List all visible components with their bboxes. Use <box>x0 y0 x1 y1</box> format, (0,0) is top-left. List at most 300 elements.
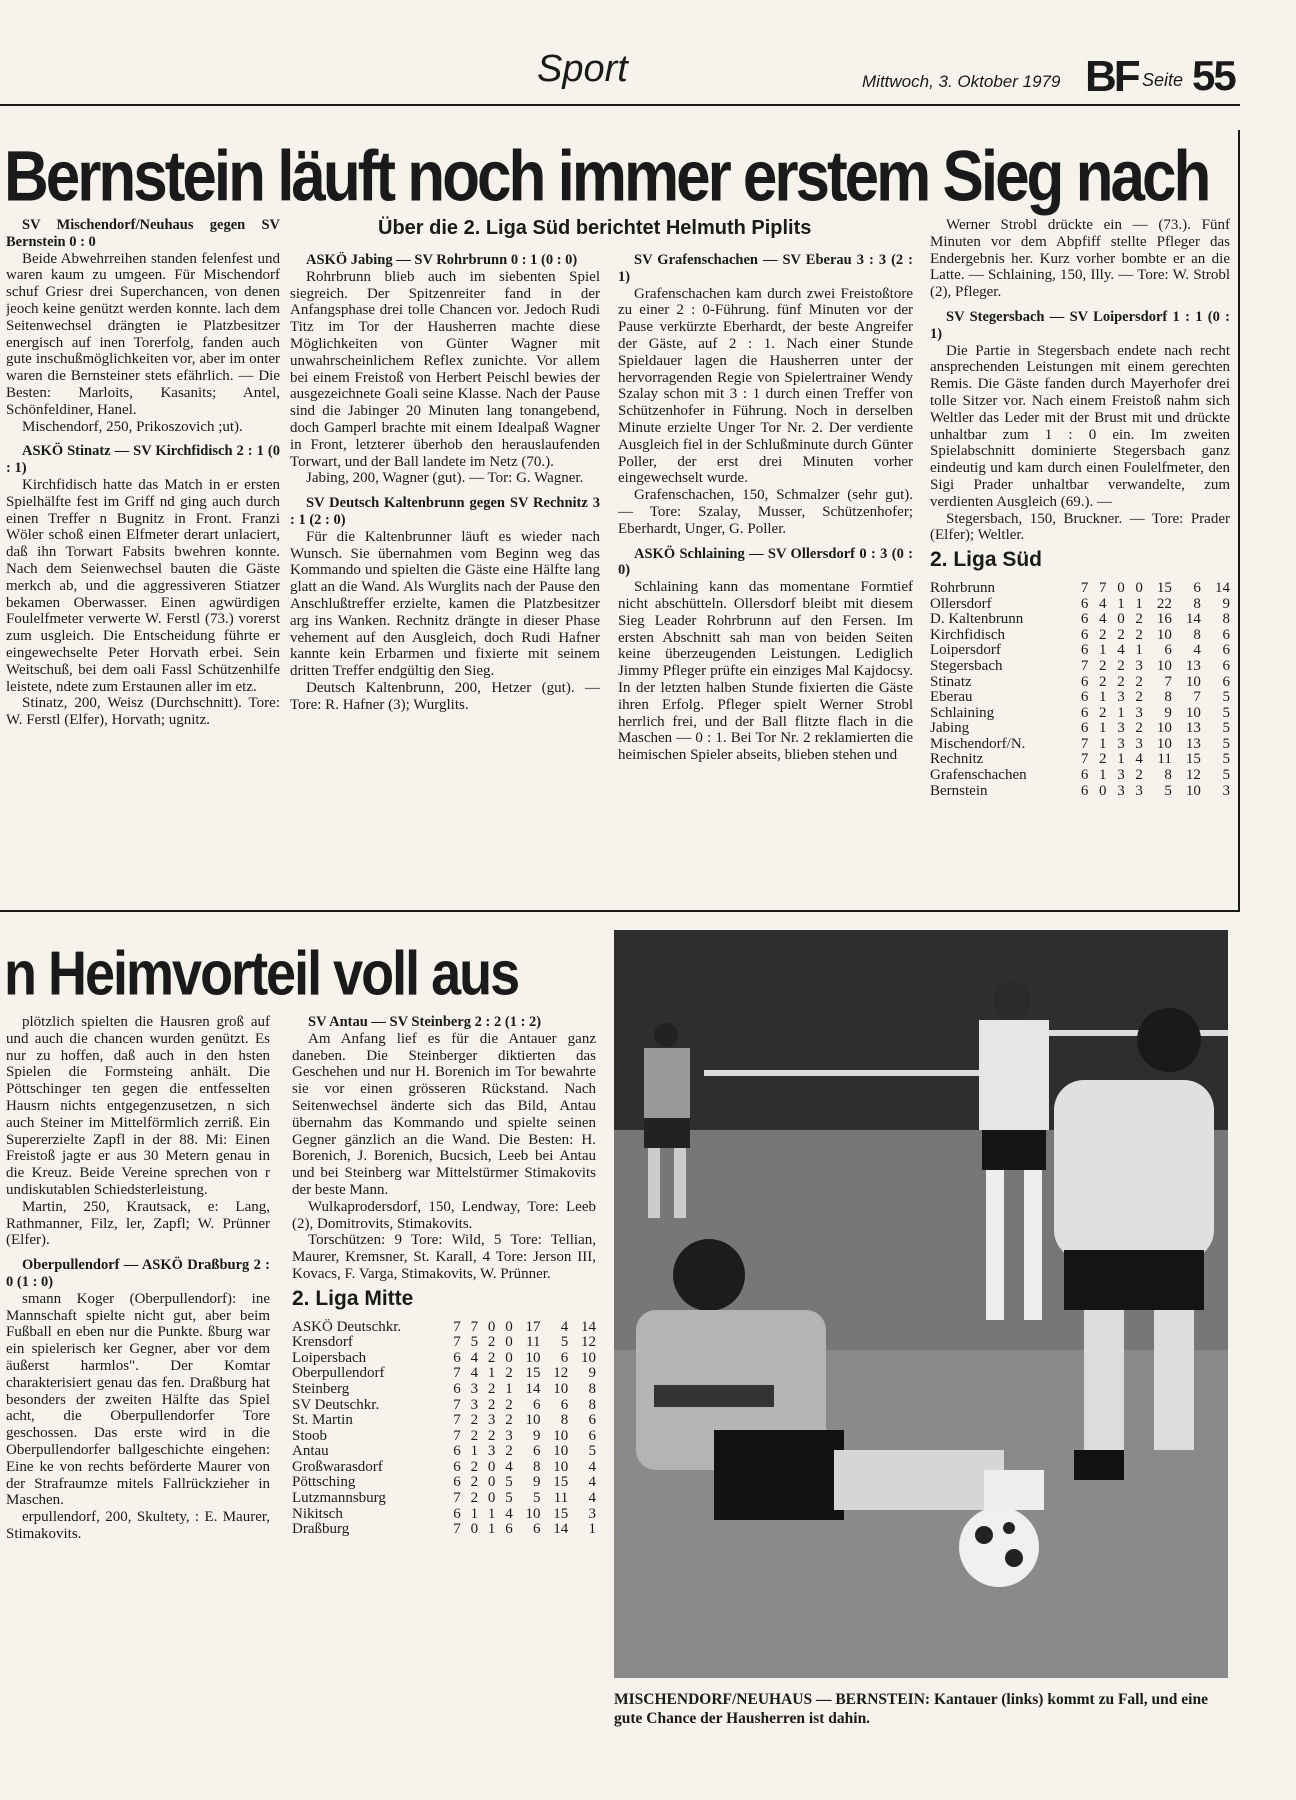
stat-cell: 2 <box>1117 626 1125 643</box>
stat-cell: 0 <box>487 1474 496 1491</box>
team-name: Pöttsching <box>292 1474 356 1491</box>
stat-cell: 12 <box>1185 767 1201 784</box>
table-row <box>930 706 1230 722</box>
table-row <box>292 1491 596 1507</box>
stat-cell: 15 <box>525 1365 541 1382</box>
top-column-4 <box>930 217 1230 907</box>
table-row <box>292 1444 596 1460</box>
stat-cell: 2 <box>470 1427 479 1444</box>
stat-cell: 2 <box>505 1443 513 1460</box>
stat-cell: 2 <box>487 1380 496 1397</box>
stat-cell: 3 <box>470 1396 479 1413</box>
stat-cell: 3 <box>588 1505 596 1522</box>
stat-cell: 2 <box>505 1396 513 1413</box>
stat-cell: 6 <box>453 1505 461 1522</box>
article-paragraph: Für die Kaltenbrunner läuft es wieder nach Wunsch. Sie übernahmen vom Beginn weg das Kommando und spielten die Gäste eine Hälfte lang glatt an die Wand. Als Wurglits nach der Pause den Anschlußtreffer erzielte, kamen die Platzbesitzer arg ins Wanken. Rechnitz drängte in dieser Phase vehement auf den Ausgleich, doch Rudi Hafner kannte kein Erbarmen und fixierte mit seinem dritten Treffer endgültig den Sieg. <box>290 528 600 680</box>
stat-cell: 6 <box>1080 767 1089 784</box>
match-heading: SV Grafenschachen — SV Eberau 3 : 3 (2 : 1) <box>618 252 913 285</box>
stat-cell: 6 <box>1080 626 1089 643</box>
stat-cell: 5 <box>1222 751 1230 768</box>
stat-cell: 6 <box>1080 782 1089 799</box>
stat-cell: 10 <box>1156 735 1172 752</box>
stat-cell: 17 <box>525 1318 541 1335</box>
stat-cell: 5 <box>505 1474 513 1491</box>
stat-cell: 7 <box>1080 657 1089 674</box>
stat-cell: 3 <box>487 1412 496 1429</box>
table-row <box>930 628 1230 644</box>
table-row <box>292 1460 596 1476</box>
stat-cell: 6 <box>1080 611 1089 628</box>
table-row <box>292 1413 596 1429</box>
stat-cell: 0 <box>505 1334 513 1351</box>
byline: Über die 2. Liga Süd berichtet Helmuth Piplits <box>378 217 812 239</box>
stat-cell: 5 <box>1222 720 1230 737</box>
stat-cell: 1 <box>487 1521 496 1538</box>
table-row <box>930 597 1230 613</box>
match-heading: SV Mischendorf/Neuhaus gegen SV Bernstein 0 : 0 <box>6 217 280 250</box>
section-title: Sport <box>537 48 628 90</box>
stat-cell: 3 <box>487 1443 496 1460</box>
stat-cell: 2 <box>470 1490 479 1507</box>
article-paragraph: Rohrbrunn blieb auch im siebenten Spiel siegreich. Der Spitzenreiter fand in der Anfangsphase drei tolle Chancen vor. Jedoch Rudi Titz im Tor der Hausherren machte diese Möglichkeiten von Günter Wagner mit unwahrscheinlichem Reflex zunichte. Vor allem bei einem Freistoß von Herbert Peischl bewies der ausgezeichnete Goali seine Klasse. Nach der Pause sind die Jabinger 20 Minuten lang tonangebend, doch Gamperl brachte mit einem Idealpaß Wagner in Front, letzterer überhob den herauslaufenden Torwart, und der Ball landete im Netz (70.). <box>290 268 600 470</box>
stat-cell: 2 <box>1117 657 1125 674</box>
stat-cell: 1 <box>1099 689 1107 706</box>
team-name: Jabing <box>930 720 970 737</box>
article-paragraph: Deutsch Kaltenbrunn, 200, Hetzer (gut). — Tore: R. Hafner (3); Wurglits. <box>290 679 600 713</box>
article-paragraph: Grafenschachen kam durch zwei Freistoßtore zu einer 2 : 0-Führung. fünf Minuten vor der Pause verkürzte Eberhardt, der beste Angreifer der Gäste, auf 2 : 1. Nach einer Stunde Spieldauer lagen die Hausherren unter der hervorragenden Regie von Spielertrainer Wendy Szalay schon mit 3 : 1 durch einen Treffer von Schützenhofer in Führung. Noch in derselben Minute erzielte Unger Tor Nr. 2. Der verdiente Ausgleich fiel in der Schlußminute durch Günter Poller, der erst drei Minuten vorher eingewechselt wurde. <box>618 285 913 487</box>
stat-cell: 6 <box>1193 579 1201 596</box>
stat-cell: 9 <box>1164 704 1172 721</box>
team-name: Mischendorf/N. <box>930 735 1026 752</box>
article-paragraph: Martin, 250, Krautsack, e: Lang, Rathmanner, Filz, ler, Zapfl; W. Prünner (Elfer). <box>6 1198 270 1249</box>
stat-cell: 8 <box>588 1380 596 1397</box>
headline-top: Bernstein läuft noch immer erstem Sieg nach <box>4 137 1209 217</box>
stat-cell: 2 <box>487 1427 496 1444</box>
stat-cell: 0 <box>1135 579 1143 596</box>
stat-cell: 4 <box>560 1318 569 1335</box>
stat-cell: 22 <box>1156 595 1172 612</box>
stat-cell: 8 <box>1164 767 1172 784</box>
table-row <box>292 1335 596 1351</box>
stat-cell: 10 <box>553 1427 569 1444</box>
table-row <box>930 675 1230 691</box>
stat-cell: 7 <box>453 1334 461 1351</box>
stat-cell: 0 <box>1117 579 1125 596</box>
stat-cell: 7 <box>453 1427 461 1444</box>
stat-cell: 6 <box>1080 673 1089 690</box>
stat-cell: 2 <box>505 1412 513 1429</box>
stat-cell: 5 <box>505 1490 513 1507</box>
team-name: Stoob <box>292 1427 328 1444</box>
team-name: Draßburg <box>292 1521 350 1538</box>
team-name: ASKÖ Deutschkr. <box>292 1318 402 1335</box>
top-column-1 <box>6 217 280 907</box>
team-name: Schlaining <box>930 704 995 721</box>
stat-cell: 7 <box>470 1318 479 1335</box>
stat-cell: 1 <box>1117 751 1125 768</box>
stat-cell: 14 <box>1215 579 1230 596</box>
stat-cell: 0 <box>487 1490 496 1507</box>
stat-cell: 5 <box>1222 735 1230 752</box>
top-column-3 <box>618 252 913 907</box>
stat-cell: 6 <box>453 1474 461 1491</box>
stat-cell: 1 <box>470 1505 479 1522</box>
article-box-bottom-border <box>0 910 1240 912</box>
stat-cell: 16 <box>1156 611 1172 628</box>
stat-cell: 10 <box>525 1349 541 1366</box>
team-name: Rohrbrunn <box>930 579 995 596</box>
stat-cell: 2 <box>505 1365 513 1382</box>
stat-cell: 7 <box>453 1521 461 1538</box>
stat-cell: 3 <box>1117 735 1125 752</box>
team-name: Nikitsch <box>292 1505 343 1522</box>
table-row <box>292 1507 596 1523</box>
match-heading: SV Stegersbach — SV Loipersdorf 1 : 1 (0 : 1) <box>930 308 1230 342</box>
team-name: Antau <box>292 1443 329 1460</box>
stat-cell: 6 <box>588 1427 596 1444</box>
stat-cell: 6 <box>1222 642 1230 659</box>
stat-cell: 2 <box>470 1412 479 1429</box>
table-row <box>930 643 1230 659</box>
stat-cell: 13 <box>1185 657 1201 674</box>
stat-cell: 7 <box>453 1396 461 1413</box>
table-row <box>292 1351 596 1367</box>
stat-cell: 6 <box>453 1349 461 1366</box>
stat-cell: 9 <box>588 1365 596 1382</box>
article-paragraph: Torschützen: 9 Tore: Wild, 5 Tore: Tellian, Maurer, Kremsner, St. Karall, 4 Tore: Jerson III, Kovacs, F. Varga, Stimakovits, W. Prünner. <box>292 1232 596 1282</box>
stat-cell: 0 <box>487 1318 496 1335</box>
stat-cell: 4 <box>1193 642 1201 659</box>
stat-cell: 2 <box>1099 751 1107 768</box>
team-name: Lutzmannsburg <box>292 1490 386 1507</box>
headline-bottom: n Heimvorteil voll aus <box>4 939 519 1009</box>
stat-cell: 1 <box>1099 642 1107 659</box>
match-heading: ASKÖ Stinatz — SV Kirchfidisch 2 : 1 (0 : 1) <box>6 443 280 477</box>
stat-cell: 5 <box>1222 767 1230 784</box>
article-paragraph: Die Partie in Stegersbach endete nach recht ansprechenden Leistungen mit einem gerechten Remis. Die Gäste fanden durch Mayerhofer drei tolle Sitzer vor. Nach einem Freistoß nahm sich Weltler das Leder mit der Brust mit und drückte unhaltbar zum 1 : 0 ein. Im zweiten Spielabschnitt dominierte Stegersbach ganz eindeutig und kam durch einen Foulelfmeter, den Sigi Prader unhaltbar verwandelte, zum verdienten Ausgleich (69.). — <box>930 342 1230 510</box>
article-paragraph: Wulkaprodersdorf, 150, Lendway, Tore: Leeb (2), Domitrovits, Stimakovits. <box>292 1198 596 1232</box>
stat-cell: 3 <box>470 1380 479 1397</box>
team-name: Steinberg <box>292 1380 350 1397</box>
stat-cell: 1 <box>487 1365 496 1382</box>
stat-cell: 2 <box>1135 767 1143 784</box>
stat-cell: 1 <box>1099 767 1107 784</box>
stat-cell: 2 <box>1117 673 1125 690</box>
stat-cell: 3 <box>1135 657 1143 674</box>
team-name: Stinatz <box>930 673 972 690</box>
stat-cell: 6 <box>1080 689 1089 706</box>
stat-cell: 8 <box>532 1458 541 1475</box>
stat-cell: 0 <box>1117 611 1125 628</box>
stat-cell: 1 <box>1135 642 1143 659</box>
photo-caption: MISCHENDORF/NEUHAUS — BERNSTEIN: Kantauer (links) kommt zu Fall, und eine gute Chance der Hausherren ist dahin. <box>614 1691 1208 1727</box>
stat-cell: 7 <box>453 1490 461 1507</box>
match-heading: SV Antau — SV Steinberg 2 : 2 (1 : 2) <box>308 1014 542 1030</box>
article-paragraph: smann Koger (Oberpullendorf): ine Mannschaft spielte nicht gut, aber beim Fußball en eben nur die Punkte. ßburg war ein spielerisch ker Gegner, aber vor dem äußerst harmlos". Der Komtar charakterisiert genau das fen. Draßburg hat besonders der zweiten Hälfte das Spiel acht, die Oberpullendorfer Tore geschossen. Das erste wird in die Oberpullendorfer ballgeschichte eingehen: Eine ke von rechts beförderte Maurer von der Strafraumze mitels Fallrückzieher in Maschen. <box>6 1290 270 1509</box>
stat-cell: 1 <box>470 1443 479 1460</box>
stat-cell: 1 <box>1117 595 1125 612</box>
table-row <box>930 581 1230 597</box>
team-name: St. Martin <box>292 1412 353 1429</box>
stat-cell: 14 <box>553 1521 569 1538</box>
article-paragraph: Mischendorf, 250, Prikoszovich ;ut). <box>22 418 243 435</box>
stat-cell: 4 <box>1099 611 1107 628</box>
stat-cell: 10 <box>553 1380 569 1397</box>
stat-cell: 6 <box>560 1349 569 1366</box>
article-paragraph: Stegersbach, 150, Bruckner. — Tore: Prader (Elfer); Weltler. <box>930 510 1230 544</box>
stat-cell: 14 <box>525 1380 541 1397</box>
stat-cell: 3 <box>1117 782 1125 799</box>
stat-cell: 3 <box>1135 782 1143 799</box>
stat-cell: 12 <box>553 1365 569 1382</box>
stat-cell: 15 <box>553 1474 569 1491</box>
stat-cell: 5 <box>532 1490 541 1507</box>
stat-cell: 13 <box>1185 735 1201 752</box>
article-paragraph: Werner Strobl drückte ein — (73.). Fünf Minuten vor dem Abpfiff stellte Pfleger das Endergebnis her. Kurz vorher bombte er an die Latte. — Schlaining, 150, Illy. — Tore: W. Strobl (2), Pfleger. <box>930 217 1230 301</box>
stat-cell: 0 <box>470 1521 479 1538</box>
stat-cell: 2 <box>487 1334 496 1351</box>
stat-cell: 10 <box>525 1505 541 1522</box>
stat-cell: 10 <box>1156 720 1172 737</box>
stat-cell: 6 <box>588 1412 596 1429</box>
team-name: Loipersdorf <box>930 642 1001 659</box>
table-row <box>292 1522 596 1538</box>
top-column-2 <box>290 252 600 907</box>
stat-cell: 8 <box>560 1412 569 1429</box>
stat-cell: 1 <box>487 1505 496 1522</box>
team-name: Eberau <box>930 689 973 706</box>
stat-cell: 2 <box>1135 720 1143 737</box>
stat-cell: 4 <box>1099 595 1107 612</box>
article-paragraph: Kirchfidisch hatte das Match in er ersten Spielhälfte fest im Griff nd ging auch durch einen Treffer n Bugnitz in Front. Franzi Wöler schoß einen Elfmeter derart unlaciert, daß ihn Torwart Fabsits bwehren konnte. Nach dem Seienwechsel bauten die Gäste merkch ab, und die aggressiveren Stiatzer bekamen Oberwasser. Einen agwürdigen Foulelfmeter verwerte W. Ferstl (73.) vorerst zum usgleich. Die Entscheidung führte er eingewechselte Peter Horvath erbei. Sein Weitschuß, bei dem oali Fassl Schützenhilfe leistete, ndete zum Erstaunen aller im etz. <box>6 476 280 695</box>
stat-cell: 10 <box>1156 657 1172 674</box>
stat-cell: 4 <box>588 1458 596 1475</box>
team-name: SV Deutschkr. <box>292 1396 380 1413</box>
stat-cell: 3 <box>1117 689 1125 706</box>
page-number: 55 <box>1192 52 1235 99</box>
table-row <box>292 1382 596 1398</box>
stat-cell: 1 <box>1099 735 1107 752</box>
top-rule <box>0 104 1240 106</box>
article-paragraph: Am Anfang lief es für die Antauer ganz daneben. Die Steinberger diktierten das Geschehen und nur H. Borenich im Tor bewahrte sie vor einen grösseren Rückstand. Nach Seitenwechsel änderte sich das Bild, Antau übernahm das Kommando und spielte seinen Gegner gänzlich an die Wand. Die Besten: H. Borenich, J. Borenich, Bucsich, Leeb bei Antau und bei Steinberg war Mittelstürmer Stimakovits der beste Mann. <box>292 1030 596 1198</box>
team-name: Ollersdorf <box>930 595 992 612</box>
stat-cell: 7 <box>1080 579 1089 596</box>
article-paragraph: erpullendorf, 200, Skultety, : E. Maurer, Stimakovits. <box>6 1509 270 1542</box>
standings-table-liga-mitte <box>292 1320 596 1538</box>
stat-cell: 0 <box>487 1458 496 1475</box>
article-paragraph: Beide Abwehrreihen standen felenfest und waren kaum zu umgeen. Für Mischendorf schuf Griesr drei Superchancen, von denen jeoch keine genützt werden konnte. lach dem Seitenwechsel drängten ie Platzbesitzer energisch auf inen Torerfolg, fanden auch gute inschußmöglichkeiten vor, aber im onter waren die Bernsteiner stets efährlich. — Die Besten: Marloits, Kasanits; Antel, Schönfeldiner, Hanel. <box>6 250 280 418</box>
stat-cell: 10 <box>553 1443 569 1460</box>
article-paragraph: Stinatz, 200, Weisz (Durchschnitt). Tore: W. Ferstl (Elfer), Horvath; ugnitz. <box>6 695 280 729</box>
stat-cell: 0 <box>505 1318 513 1335</box>
match-heading: SV Deutsch Kaltenbrunn gegen SV Rechnitz 3 : 1 (2 : 0) <box>290 495 600 528</box>
stat-cell: 2 <box>1135 611 1143 628</box>
table-row <box>292 1398 596 1414</box>
stat-cell: 15 <box>1185 751 1201 768</box>
stat-cell: 11 <box>1157 751 1172 768</box>
article-paragraph: plötzlich spielten die Hausren groß auf und auch die chancen wurden genützt. Es nur zu hoffen, daß auch in den hsten Spielen die Formsteing anhält. Die Pöttschinger ten gegen die entfesselten Hausrn nichts entgegenzusetzen, n sich auch Steiner im Mittelförmlich zerriß. Ein Supererzielte Zapfl in der 88. Mi: Einen Freistoß jagte er aus 30 Metern genau in die Kreuz. Beide Vereine sprechen von r undiskutablen Schiedsterleistung. <box>6 1014 270 1198</box>
stat-cell: 13 <box>1185 720 1201 737</box>
stat-cell: 8 <box>1222 611 1230 628</box>
stat-cell: 2 <box>487 1396 496 1413</box>
stat-cell: 6 <box>453 1380 461 1397</box>
stat-cell: 5 <box>1164 782 1172 799</box>
article-paragraph: Grafenschachen, 150, Schmalzer (sehr gut). — Tore: Szalay, Musser, Schützenhofer; Eberhardt, Unger, G. Poller. <box>618 487 913 537</box>
stat-cell: 10 <box>553 1458 569 1475</box>
stat-cell: 6 <box>532 1396 541 1413</box>
stat-cell: 4 <box>588 1490 596 1507</box>
stat-cell: 2 <box>1099 704 1107 721</box>
stat-cell: 6 <box>1222 626 1230 643</box>
stat-cell: 8 <box>588 1396 596 1413</box>
table-row <box>930 737 1230 753</box>
stat-cell: 4 <box>470 1349 479 1366</box>
stat-cell: 10 <box>1185 782 1201 799</box>
table-row <box>930 612 1230 628</box>
stat-cell: 3 <box>1135 704 1143 721</box>
team-name: Grafenschachen <box>930 767 1027 784</box>
stat-cell: 9 <box>532 1427 541 1444</box>
stat-cell: 3 <box>1135 735 1143 752</box>
match-heading: ASKÖ Jabing — SV Rohrbrunn 0 : 1 (0 : 0) <box>306 252 578 268</box>
stat-cell: 2 <box>1099 657 1107 674</box>
stat-cell: 14 <box>581 1318 596 1335</box>
stat-cell: 6 <box>1080 595 1089 612</box>
match-photo <box>614 930 1228 1678</box>
team-name: Oberpullendorf <box>292 1365 385 1382</box>
page-label: Seite <box>1142 70 1184 90</box>
team-name: Rechnitz <box>930 751 984 768</box>
stat-cell: 6 <box>1222 657 1230 674</box>
stat-cell: 6 <box>453 1443 461 1460</box>
table-row <box>930 784 1230 800</box>
stat-cell: 5 <box>560 1334 569 1351</box>
table-row <box>292 1320 596 1336</box>
stat-cell: 2 <box>1135 626 1143 643</box>
table-row <box>930 721 1230 737</box>
stat-cell: 6 <box>505 1521 513 1538</box>
newspaper-logo: BF <box>1085 52 1138 101</box>
stat-cell: 15 <box>1156 579 1172 596</box>
stat-cell: 8 <box>1193 595 1201 612</box>
stat-cell: 10 <box>525 1412 541 1429</box>
stat-cell: 0 <box>1099 782 1107 799</box>
standings-table-liga-sued <box>930 581 1230 799</box>
table-title-liga-sued: 2. Liga Süd <box>930 548 1043 572</box>
stat-cell: 6 <box>1222 673 1230 690</box>
stat-cell: 1 <box>505 1380 513 1397</box>
table-title-liga-mitte: 2. Liga Mitte <box>292 1286 414 1310</box>
table-row <box>292 1429 596 1445</box>
stat-cell: 7 <box>453 1412 461 1429</box>
stat-cell: 7 <box>1099 579 1107 596</box>
stat-cell: 5 <box>1222 689 1230 706</box>
stat-cell: 9 <box>1222 595 1230 612</box>
stat-cell: 12 <box>581 1334 596 1351</box>
stat-cell: 7 <box>1080 735 1089 752</box>
stat-cell: 7 <box>453 1318 461 1335</box>
match-heading: ASKÖ Schlaining — SV Ollersdorf 0 : 3 (0 : 0) <box>618 545 913 579</box>
stat-cell: 10 <box>1185 704 1201 721</box>
stat-cell: 10 <box>581 1349 596 1366</box>
article-paragraph: Jabing, 200, Wagner (gut). — Tor: G. Wagner. <box>306 470 584 487</box>
stat-cell: 6 <box>560 1396 569 1413</box>
stat-cell: 2 <box>1099 626 1107 643</box>
stat-cell: 2 <box>470 1474 479 1491</box>
stat-cell: 11 <box>553 1490 569 1507</box>
stat-cell: 5 <box>588 1443 596 1460</box>
stat-cell: 3 <box>1117 720 1125 737</box>
stat-cell: 9 <box>532 1474 541 1491</box>
stat-cell: 4 <box>588 1474 596 1491</box>
stat-cell: 2 <box>470 1458 479 1475</box>
table-row <box>930 690 1230 706</box>
issue-date: Mittwoch, 3. Oktober 1979 <box>862 72 1061 91</box>
stat-cell: 6 <box>1080 720 1089 737</box>
team-name: Bernstein <box>930 782 988 799</box>
stat-cell: 0 <box>505 1349 513 1366</box>
stat-cell: 7 <box>1193 689 1201 706</box>
stat-cell: 1 <box>588 1521 596 1538</box>
stat-cell: 8 <box>1193 626 1201 643</box>
table-row <box>930 752 1230 768</box>
stat-cell: 15 <box>553 1505 569 1522</box>
article-paragraph: Schlaining kann das momentane Formtief nicht abschütteln. Ollersdorf bleibt mit diesem Sieg Leader Rohrbrunn auf den Fersen. Im ersten Abschnitt sah man von beiden Seiten keine überzeugenden Leistungen. Lediglich Jimmy Pfleger prüfte ein einziges Mal Kajdocsy. In der letzten halben Stunde fixierten die Gäste ihren Erfolg. Pfleger spielt Werner Strobl herrlich frei, und der Ball flitzte flach in die Maschen — 0 : 1. Bei Tor Nr. 2 reklamierten die heimischen Spieler abseits, blieben stehen und <box>618 579 913 764</box>
stat-cell: 1 <box>1099 720 1107 737</box>
stat-cell: 3 <box>505 1427 513 1444</box>
stat-cell: 11 <box>526 1334 541 1351</box>
table-row <box>292 1366 596 1382</box>
stat-cell: 4 <box>1117 642 1125 659</box>
bottom-column-2 <box>292 1014 596 1784</box>
stat-cell: 10 <box>1185 673 1201 690</box>
team-name: Großwarasdorf <box>292 1458 383 1475</box>
article-box-right-border <box>1238 130 1240 910</box>
stat-cell: 14 <box>1185 611 1201 628</box>
table-row <box>292 1475 596 1491</box>
table-row <box>930 768 1230 784</box>
stat-cell: 6 <box>1164 642 1172 659</box>
stat-cell: 6 <box>532 1521 541 1538</box>
stat-cell: 6 <box>453 1458 461 1475</box>
stat-cell: 7 <box>453 1365 461 1382</box>
team-name: Krensdorf <box>292 1334 353 1351</box>
stat-cell: 4 <box>1135 751 1143 768</box>
stat-cell: 6 <box>1080 642 1089 659</box>
team-name: Stegersbach <box>930 657 1003 674</box>
stat-cell: 2 <box>487 1349 496 1366</box>
stat-cell: 7 <box>1080 751 1089 768</box>
stat-cell: 7 <box>1164 673 1172 690</box>
match-heading: Oberpullendorf — ASKÖ Draßburg 2 : 0 (1 : 0) <box>6 1257 270 1290</box>
stat-cell: 4 <box>505 1458 513 1475</box>
stat-cell: 10 <box>1156 626 1172 643</box>
stat-cell: 5 <box>470 1334 479 1351</box>
stat-cell: 4 <box>505 1505 513 1522</box>
stat-cell: 6 <box>532 1443 541 1460</box>
stat-cell: 2 <box>1135 673 1143 690</box>
stat-cell: 8 <box>1164 689 1172 706</box>
team-name: Kirchfidisch <box>930 626 1005 643</box>
stat-cell: 4 <box>470 1365 479 1382</box>
stat-cell: 5 <box>1222 704 1230 721</box>
stat-cell: 2 <box>1135 689 1143 706</box>
stat-cell: 3 <box>1117 767 1125 784</box>
bottom-column-1 <box>6 1014 270 1784</box>
stat-cell: 1 <box>1135 595 1143 612</box>
stat-cell: 3 <box>1222 782 1230 799</box>
table-row <box>930 659 1230 675</box>
